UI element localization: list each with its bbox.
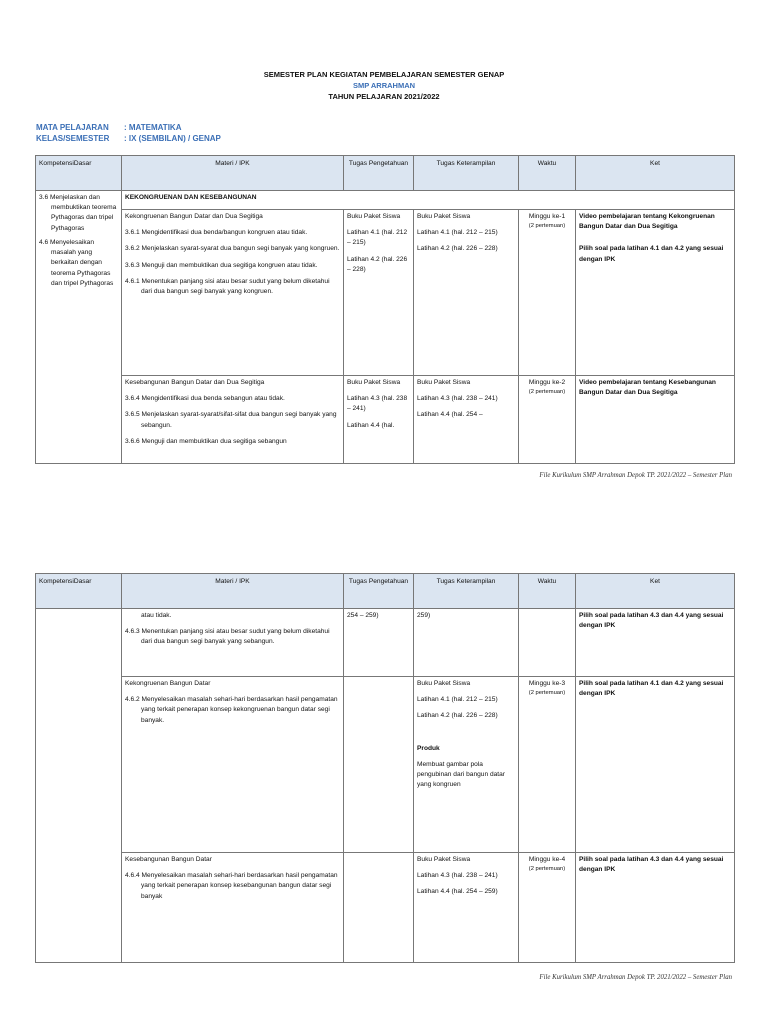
ipk-item: 3.6.1 Mengidentifikasi dua benda/bangun kongruen atau tidak. (125, 229, 308, 237)
pengetahuan-cell: 254 – 259) (344, 609, 414, 677)
school-name: SMP ARRAHMAN (352, 81, 416, 90)
ipk-item: 4.6.4 Menyelesaikan masalah sehari-hari berdasarkan hasil pengamatan yang terkait penerapan konsep kesebangunan bangun datar segi banyak (125, 872, 338, 900)
materi-cell (122, 609, 344, 677)
session-count: (2 pertemuan) (528, 866, 566, 873)
table-row (36, 609, 735, 677)
produk-label: Produk (417, 744, 440, 752)
task-item: Latihan 4.4 (hal. 254 – 259) (417, 888, 498, 896)
section-title: KEKONGRUENAN DAN KESEBANGUNAN (122, 191, 735, 210)
ket-cell: Pilih soal pada latihan 4.1 dan 4.2 yang sesuai dengan IPK (576, 677, 735, 853)
kd-3-6-text: Menjelaskan dan membuktikan teorema Pythagoras dan tripel Pythagoras (50, 194, 117, 232)
table-header-row (36, 156, 735, 191)
ipk-continuation: atau tidak. (141, 612, 172, 619)
academic-year: TAHUN PELAJARAN 2021/2022 (328, 92, 440, 101)
ket-cell: Pilih soal pada latihan 4.3 dan 4.4 yang sesuai dengan IPK (576, 609, 735, 677)
pengetahuan-cell (344, 677, 414, 853)
plan-table-page2 (35, 573, 735, 963)
table-row (36, 853, 735, 963)
ipk-item: 4.6.3 Menentukan panjang sisi atau besar sudut yang belum diketahui dari dua bangun segi banyak yang sebangun. (125, 628, 330, 646)
table-row (36, 677, 735, 853)
class-row (36, 134, 221, 143)
topic-title: Kekongruenan Bangun Datar dan Dua Segitiga (125, 213, 263, 220)
col-materi-header: Materi / IPK (122, 156, 344, 191)
kd-cell (36, 191, 122, 464)
waktu-cell (519, 609, 576, 677)
task-item: Latihan 4.1 (hal. 212 – 215) (417, 229, 498, 237)
keterampilan-cell (414, 210, 519, 376)
task-item: Latihan 4.3 (hal. 238 – 241) (417, 395, 498, 403)
col-keterampilan-header: Tugas Keterampilan (414, 574, 519, 609)
task-item: Buku Paket Siswa (347, 379, 401, 386)
col-kd-header: KompetensiDasar (36, 156, 122, 191)
task-item: Buku Paket Siswa (417, 856, 471, 863)
week-label: Minggu ke-1 (528, 213, 566, 220)
page-footer: File Kurikulum SMP Arrahman Depok TP. 2021/2022 – Semester Plan (539, 472, 732, 479)
keterampilan-cell (414, 853, 519, 963)
subject-value: : MATEMATIKA (124, 123, 182, 132)
produk-text: Membuat gambar pola pengubinan dari bangun datar yang kongruen (417, 760, 505, 789)
waktu-cell (519, 853, 576, 963)
kd-4-6-number: 4.6 (39, 238, 49, 246)
session-count: (2 pertemuan) (528, 223, 566, 230)
task-item: Latihan 4.3 (hal. 238 – 241) (347, 395, 408, 413)
kd-3-6 (39, 193, 118, 234)
ipk-item: 3.6.5 Menjelaskan syarat-syarat/sifat-sifat dua bangun segi banyak yang sebangun. (125, 411, 337, 429)
class-label: KELAS/SEMESTER (36, 134, 110, 143)
doc-title: SEMESTER PLAN KEGIATAN PEMBELAJARAN SEMESTER GENAP (263, 70, 505, 79)
task-item: Latihan 4.3 (hal. 238 – 241) (417, 872, 498, 880)
task-item: Buku Paket Siswa (417, 680, 471, 687)
col-pengetahuan-header: Tugas Pengetahuan (344, 574, 414, 609)
waktu-cell (519, 210, 576, 376)
materi-cell (122, 677, 344, 853)
task-item: Buku Paket Siswa (417, 213, 471, 220)
subject-row (36, 123, 181, 132)
task-item: Latihan 4.1 (hal. 212 – 215) (417, 696, 498, 704)
pengetahuan-cell (344, 853, 414, 963)
task-item: Latihan 4.2 (hal. 226 – 228) (347, 255, 408, 273)
col-ket-header: Ket (576, 574, 735, 609)
materi-cell (122, 376, 344, 464)
pengetahuan-cell (344, 376, 414, 464)
pengetahuan-cell (344, 210, 414, 376)
keterampilan-cell: 259) (414, 609, 519, 677)
topic-title: Kesebangunan Bangun Datar dan Dua Segitiga (125, 379, 265, 386)
ipk-item: 3.6.6 Menguji dan membuktikan dua segitiga sebangun (125, 437, 287, 445)
session-count: (2 pertemuan) (528, 690, 566, 697)
ket-cell (576, 210, 735, 376)
col-ket-header: Ket (576, 156, 735, 191)
class-value: : IX (SEMBILAN) / GENAP (124, 134, 221, 143)
ipk-item: 4.6.2 Menyelesaikan masalah sehari-hari berdasarkan hasil pengamatan yang terkait penerapan konsep kekongruenan bangun datar segi banyak. (125, 696, 338, 724)
topic-title: Kesebangunan Bangun Datar (125, 856, 212, 863)
task-item: Latihan 4.1 (hal. 212 – 215) (347, 229, 408, 247)
subject-label: MATA PELAJARAN (36, 123, 109, 132)
keterampilan-cell (414, 677, 519, 853)
week-label: Minggu ke-4 (528, 856, 566, 863)
ket-cell: Pilih soal pada latihan 4.3 dan 4.4 yang sesuai dengan IPK (576, 853, 735, 963)
table-row (36, 376, 735, 464)
task-item: Latihan 4.2 (hal. 226 – 228) (417, 245, 498, 253)
note-text: Pilih soal pada latihan 4.1 dan 4.2 yang sesuai dengan IPK (579, 245, 724, 263)
note-text: Video pembelajaran tentang Kekongruenan Bangun Datar dan Dua Segitiga (579, 213, 715, 231)
table-row (36, 210, 735, 376)
ipk-item: 3.6.4 Mengidentifikasi dua benda sebangun atau tidak. (125, 395, 285, 403)
ipk-item: 3.6.2 Menjelaskan syarat-syarat dua bangun segi banyak yang kongruen. (125, 245, 340, 253)
ipk-item: 3.6.3 Menguji dan membuktikan dua segitiga kongruen atau tidak. (125, 261, 318, 269)
col-waktu-header: Waktu (519, 574, 576, 609)
topic-title: Kekongruenan Bangun Datar (125, 680, 211, 687)
session-count: (2 pertemuan) (528, 389, 566, 396)
table-header-row (36, 574, 735, 609)
page-footer: File Kurikulum SMP Arrahman Depok TP. 2021/2022 – Semester Plan (539, 974, 732, 981)
note-text: Video pembelajaran tentang Kesebangunan Bangun Datar dan Dua Segitiga (579, 379, 716, 397)
week-label: Minggu ke-3 (528, 680, 566, 687)
task-item: Buku Paket Siswa (417, 379, 471, 386)
week-label: Minggu ke-2 (528, 379, 566, 386)
col-waktu-header: Waktu (519, 156, 576, 191)
task-item: Buku Paket Siswa (347, 213, 401, 220)
col-materi-header: Materi / IPK (122, 574, 344, 609)
ipk-item: 4.6.1 Menentukan panjang sisi atau besar sudut yang belum diketahui dari dua bangun segi banyak yang kongruen. (125, 277, 330, 296)
waktu-cell (519, 376, 576, 464)
col-pengetahuan-header: Tugas Pengetahuan (344, 156, 414, 191)
kd-3-6-number: 3.6 (39, 194, 49, 201)
task-item: Latihan 4.4 (hal. 254 – (417, 411, 483, 419)
plan-table-page1 (35, 155, 735, 464)
task-item: Latihan 4.4 (hal. (347, 421, 395, 429)
table-row (36, 191, 735, 210)
kd-cell-empty (36, 609, 122, 963)
materi-cell (122, 853, 344, 963)
keterampilan-cell (414, 376, 519, 464)
kd-4-6 (39, 238, 118, 289)
materi-cell (122, 210, 344, 376)
kd-4-6-text: Menyelesaikan masalah yang berkaitan dengan teorema Pythagoras dan tripel Pythagoras (50, 238, 114, 287)
col-keterampilan-header: Tugas Keterampilan (414, 156, 519, 191)
waktu-cell (519, 677, 576, 853)
ket-cell (576, 376, 735, 464)
col-kd-header: KompetensiDasar (36, 574, 122, 609)
task-item: Latihan 4.2 (hal. 226 – 228) (417, 712, 498, 720)
